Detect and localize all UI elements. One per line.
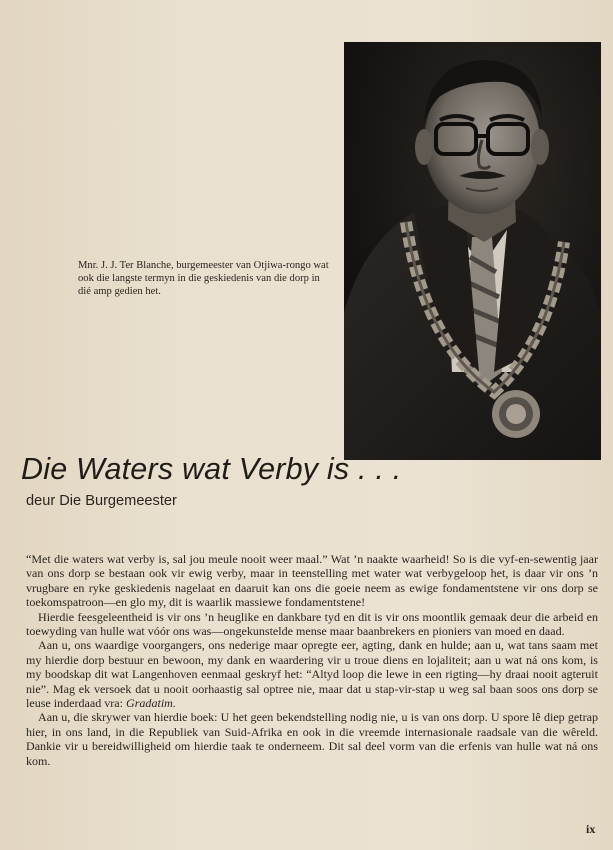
article-body: [26, 552, 598, 768]
paragraph: “Met die waters wat verby is, sal jou meule nooit weer maal.” Wat ’n naakte waarheid! So is die vyf-en-sewentig jaar van ons dorp se bestaan ook vir ewig verby, maar in teenstelling met water wat verbygeloop het, is daar vir ons ’n vrugbare en ryke geskiedenis nagelaat en daaruit kan ons die goeie neem as ewige fondamentstene vir ons dorp se toekomspatroon—en glo my, dit is waarlik massiewe fondamentstene!: [26, 552, 598, 610]
paragraph: [26, 638, 598, 710]
paragraph-text: Aan u, ons waardige voorgangers, ons nederige maar opregte eer, agting, dank en hulde; aan u, wat tans saam met my hierdie dorp bestuur en bewoon, my dank en waardering vir u troue diens en lojaliteit; aan u wat ná ons kom, is my boodskap dit wat Langenhoven eenmaal geskryf het: “Altyd loop die lewe in een rigting—hy draai nooit agteruit nie”. Mag ek versoek dat u nooit oorhaastig sal optree nie, maar dat u stap-vir-stap u weg sal baan soos ons dorp se leuse inderdaad vra:: [26, 638, 598, 711]
article-byline: deur Die Burgemeester: [26, 493, 177, 509]
motto: Gradatim.: [126, 696, 176, 711]
paragraph: Aan u, die skrywer van hierdie boek: U het geen bekendstelling nodig nie, u is van ons dorp. U spore lê diep getrap hier, in ons land, in die Republiek van Suid-Afrika en ook in die vreemde internasionale raadsale van die wêreld. Dankie vir u bereidwilligheid om hierdie taak te onderneem. Dit sal deel vorm van die erfenis van hulle wat ná ons kom.: [26, 710, 598, 768]
photo-caption: Mnr. J. J. Ter Blanche, burgemeester van Otjiwa-rongo wat ook die langste termyn in die geskiedenis van die dorp in dié amp gedien het.: [78, 260, 329, 298]
portrait-illustration: [344, 42, 601, 460]
paragraph: Hierdie feesgeleentheid is vir ons ’n heuglike en dankbare tyd en dit is vir ons moontlik gemaak deur die arbeid en toewyding van hulle wat vóór ons was—ongekunstelde mense maar baanbrekers en pioniers van moed en daad.: [26, 609, 598, 639]
article-title: Die Waters wat Verby is . . .: [21, 452, 402, 486]
page-number: ix: [586, 822, 596, 836]
portrait-photo: [344, 42, 601, 460]
